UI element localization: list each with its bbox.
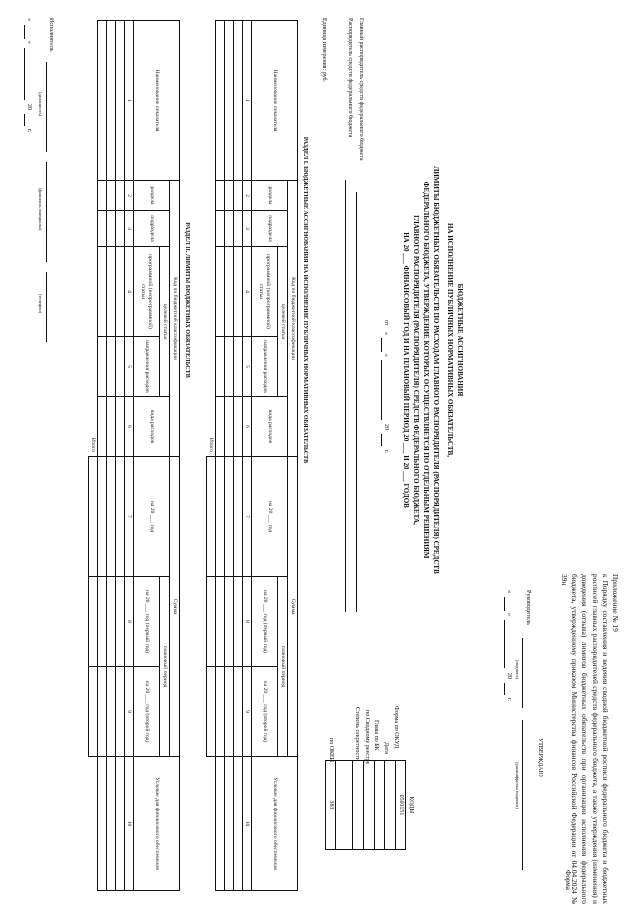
s1-col-target: целевой статьи — [278, 247, 288, 397]
s1-col-subsection: подраздела — [252, 211, 288, 247]
title-line-6: НА 20 ___ ФИНАНСОВЫЙ ГОД И НА ПЛАНОВЫЙ ПЕРИОД 20 ___ И 20 ___ ГОДОВ — [402, 232, 410, 508]
approval-quote-open: « — [506, 590, 512, 593]
s1-num-8: 8 — [243, 577, 252, 667]
okei-label: по ОКЕИ — [328, 738, 334, 763]
date-month-line — [381, 360, 382, 420]
s1-col-program: программной (непрограммной) статьи — [252, 247, 278, 337]
s1-col-second: на 20 ___ год (второй год) — [252, 667, 278, 757]
section1-title: РАЗДЕЛ I. БЮДЖЕТНЫЕ АССИГНОВАНИЯ НА ИСПОЛНЕНИЕ ПУБЛИЧНЫХ НОРМАТИВНЫХ ОБЯЗАТЕЛЬСТВ — [302, 136, 308, 464]
s2-col-section: раздела — [134, 181, 170, 211]
s1-num-9: 9 — [243, 667, 252, 757]
appendix-title: Приложение № 19 — [611, 574, 620, 632]
s1-col-name: Наименование показателя — [252, 21, 298, 181]
s1-col-plan: плановый период — [278, 577, 288, 757]
section1-table — [206, 20, 298, 891]
s2-row-2 — [107, 21, 116, 891]
signature-line — [522, 638, 523, 708]
registry-cell — [364, 761, 375, 850]
s1-col-cond: Условие для финансового обеспечения — [252, 757, 298, 891]
s1-row-1 — [234, 21, 243, 891]
okei-cell: 383 — [325, 761, 336, 850]
registry-label: по Сводному реестру — [364, 710, 370, 765]
s2-num-2: 2 — [125, 181, 134, 211]
section2-title: РАЗДЕЛ II. ЛИМИТЫ БЮДЖЕТНЫХ ОБЯЗАТЕЛЬСТВ — [184, 222, 190, 378]
s2-col-second: на 20 ___ год (второй год) — [134, 667, 160, 757]
s1-num-10: 10 — [243, 757, 252, 891]
s1-num-5: 5 — [243, 337, 252, 397]
title-line-2: НА ИСПОЛНЕНИЕ ПУБЛИЧНЫХ НОРМАТИВНЫХ ОБЯЗАТЕЛЬСТВ, — [446, 223, 454, 457]
secrecy-cell — [353, 761, 364, 850]
okud-label: Форма по ОКУД — [393, 706, 399, 749]
date-year-suffix: г. — [383, 450, 389, 454]
s2-total-label: Итого — [90, 437, 97, 453]
s1-col-sum: Сумма — [288, 457, 298, 757]
s1-num-4: 4 — [243, 247, 252, 337]
approval-quote-close: » — [506, 613, 512, 616]
s2-col-direction: направления расходов — [134, 337, 160, 397]
date-year-prefix: 20 — [383, 424, 389, 430]
s1-total-label: Итого — [208, 437, 215, 453]
s2-num-5: 5 — [125, 337, 134, 397]
footer-quote-open: « — [26, 18, 32, 21]
manager-line — [345, 180, 346, 612]
approval-year-line — [504, 683, 505, 695]
chief-line — [356, 192, 357, 612]
footer-year-line — [24, 114, 25, 126]
s2-num-3: 3 — [125, 211, 134, 247]
date-code-label: Дата — [383, 742, 389, 754]
s2-col-name: Наименование показателя — [134, 21, 180, 181]
date-cell — [385, 761, 396, 850]
form-label: Форма — [564, 870, 572, 890]
approval-year-suffix: г. — [506, 698, 512, 702]
s1-total-row — [207, 21, 216, 891]
s2-col-sum: Сумма — [170, 457, 180, 757]
executor-name-line — [46, 162, 47, 262]
footer-year-prefix: 20 — [26, 104, 32, 110]
s2-col-first: на 20 ___ год (первый год) — [134, 577, 160, 667]
executor-position-line — [46, 62, 47, 152]
executor-phone-line — [46, 272, 47, 342]
s1-row-3 — [216, 21, 225, 891]
s2-col-codes: Код по бюджетной классификации — [170, 181, 180, 457]
s2-row-3 — [98, 21, 107, 891]
manager-label: Распорядитель средств федерального бюджета — [347, 18, 353, 138]
s2-num-7: 7 — [125, 457, 134, 577]
date-year-line — [381, 434, 382, 446]
approval-day-line — [504, 597, 505, 611]
s1-col-first: на 20 ___ год (первый год) — [252, 577, 278, 667]
date-quote-open: « — [383, 332, 389, 335]
s1-col-current: на 20 ___ год — [252, 457, 288, 577]
s1-col-section: раздела — [252, 181, 288, 211]
s2-col-target: целевой статьи — [160, 247, 170, 397]
codes-table — [325, 760, 416, 850]
s1-col-type: вида расходов — [252, 397, 288, 457]
s1-num-6: 6 — [243, 397, 252, 457]
s1-num-2: 2 — [243, 181, 252, 211]
appendix-block — [559, 574, 620, 904]
title-line-3: ЛИМИТЫ БЮДЖЕТНЫХ ОБЯЗАТЕЛЬСТВ ПО РАСХОДАМ ГЛАВНОГО РАСПОРЯДИТЕЛЯ (РАСПОРЯДИТЕЛЯ) СРЕДСТВ — [432, 166, 440, 574]
approval-month-line — [504, 620, 505, 668]
caption-position: (должность) — [38, 92, 43, 117]
caption-signature: (подпись) — [515, 660, 520, 680]
bk-cell — [374, 761, 385, 850]
footer-day-line — [24, 25, 25, 39]
caption-phone: (телефон) — [38, 294, 43, 314]
s1-col-codes: Код по бюджетной классификации — [288, 181, 298, 457]
s2-num-10: 10 — [125, 757, 134, 891]
s2-num-8: 8 — [125, 577, 134, 667]
name-line — [522, 720, 523, 870]
s1-row-2 — [225, 21, 234, 891]
title-line-5: ГЛАВНОГО РАСПОРЯДИТЕЛЯ (РАСПОРЯДИТЕЛЯ) СРЕДСТВ ФЕДЕРАЛЬНОГО БЮДЖЕТА, — [412, 215, 420, 525]
codes-header: КОДЫ — [406, 761, 416, 850]
s2-row-1 — [116, 21, 125, 891]
date-day-line — [381, 338, 382, 352]
chief-label: Главный распорядитель средств федерального бюджета — [358, 18, 364, 161]
secrecy-label: Степень секретности — [354, 707, 360, 761]
s2-col-current: на 20 ___ год — [134, 457, 170, 577]
caption-fio: (фамилия, инициалы) — [38, 188, 43, 231]
approval-heading: УТВЕРЖДАЮ — [537, 738, 543, 777]
s2-col-type: вида расходов — [134, 397, 170, 457]
s2-col-program: программной (непрограммной) статьи — [134, 247, 160, 337]
appendix-text: к Порядку составления и ведения сводной бюджетной росписи федерального бюджета и бюджетных росписей главных распорядителей средств федерального бюджета, а также утверждения (изменения) и доведения (отзыва) лимитов бюджетных обязательств при организации исполнения федерального бюджета, утвержденному приказом Министерства финансов Российской Федерации от 04.04.2024 № 39н — [559, 574, 610, 904]
s1-num-3: 3 — [243, 211, 252, 247]
blank-cell — [336, 761, 353, 850]
title-line-1: БЮДЖЕТНЫЕ АССИГНОВАНИЯ — [456, 283, 464, 397]
s2-col-subsection: подраздела — [134, 211, 170, 247]
s2-num-4: 4 — [125, 247, 134, 337]
s2-total-row — [89, 21, 98, 891]
s1-num-1: 1 — [243, 21, 252, 181]
footer-year-suffix: г. — [26, 129, 32, 133]
section2-table — [88, 20, 180, 891]
executor-label: Исполнитель — [48, 18, 54, 52]
s2-num-1: 1 — [125, 21, 134, 181]
footer-quote-close: » — [26, 41, 32, 44]
okud-cell: 0501151 — [395, 761, 406, 850]
title-line-4: ФЕДЕРАЛЬНОГО БЮДЖЕТА, УТВЕРЖДЕНИЕ КОТОРЫХ ОСУЩЕСТВЛЯЕТСЯ ПО ОТДЕЛЬНЫМ РЕШЕНИЯМ — [422, 181, 430, 559]
footer-month-line — [24, 48, 25, 100]
caption-name: (расшифровка подписи) — [515, 762, 520, 809]
s2-num-9: 9 — [125, 667, 134, 757]
s2-col-plan: плановый период — [160, 577, 170, 757]
s1-num-7: 7 — [243, 457, 252, 577]
bk-label: Глава по БК — [373, 720, 379, 751]
s1-col-direction: направления расходов — [252, 337, 278, 397]
s2-col-cond: Условие для финансового обеспечения — [134, 757, 180, 891]
unit-label: Единица измерения: руб. — [321, 18, 327, 83]
date-quote-close: » — [383, 354, 389, 357]
date-prefix: от — [383, 320, 389, 326]
approval-year-prefix: 20 — [506, 673, 512, 679]
head-label: Руководитель — [525, 590, 531, 625]
s2-num-6: 6 — [125, 397, 134, 457]
